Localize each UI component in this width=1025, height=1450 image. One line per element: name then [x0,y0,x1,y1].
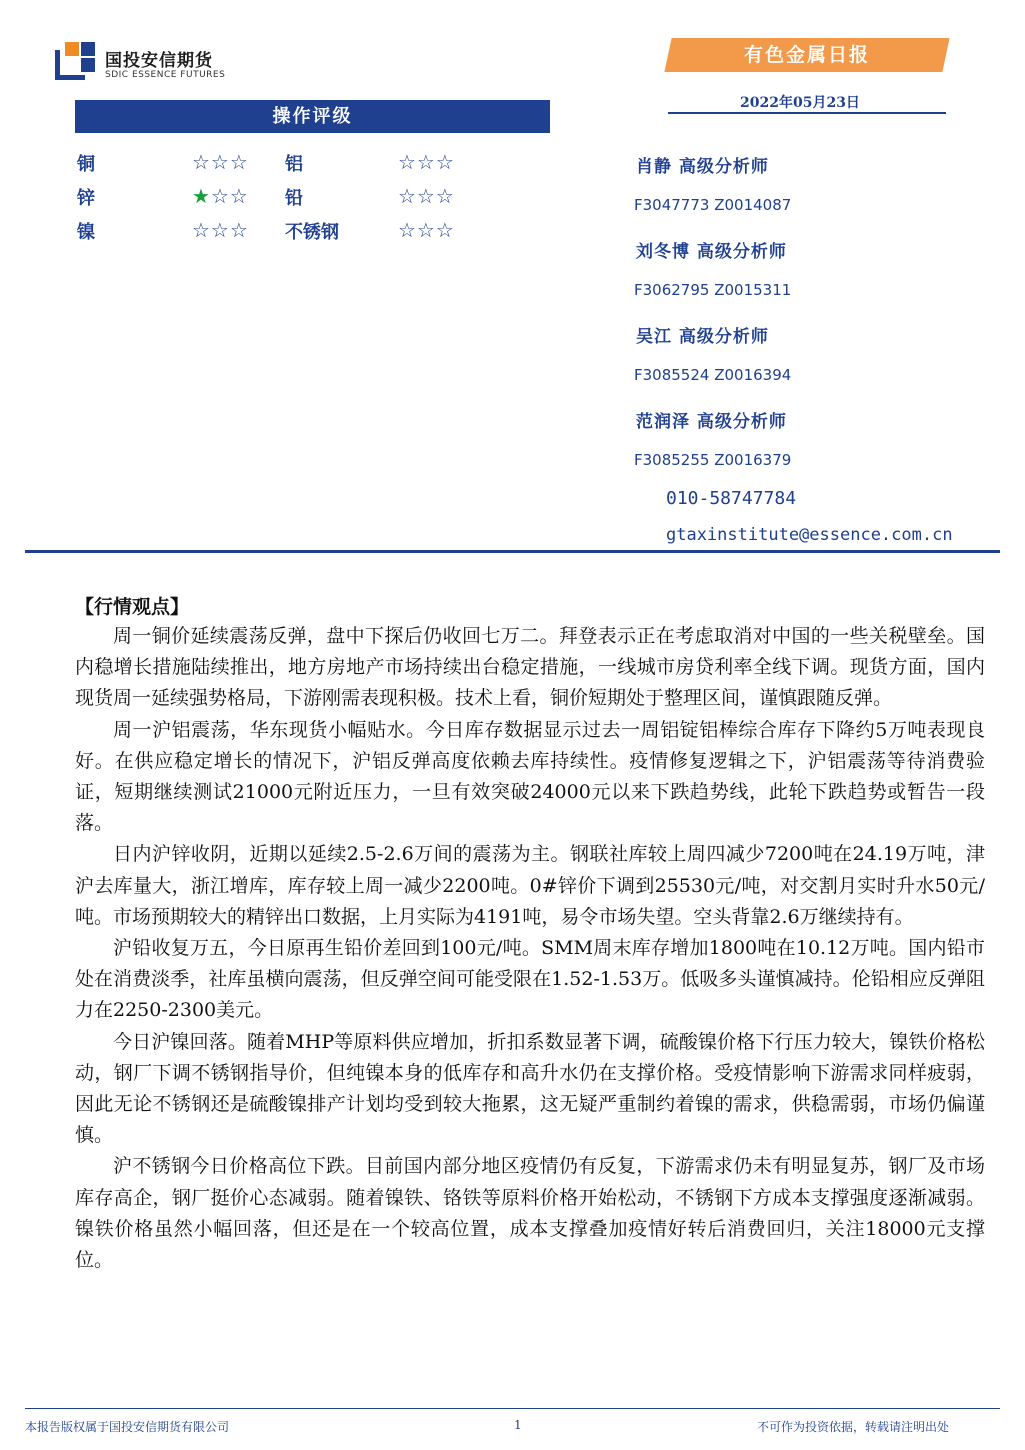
rating-metal-copper: 铜 [77,154,95,175]
rating-stars-lead: ☆☆☆ [398,184,455,208]
paragraph-lead: 沪铅收复万五，今日原再生铅价差回到100元/吨。SMM周末库存增加1800吨在10.12万吨。国内铅市处在消费淡季，社库虽横向震荡，但反弹空间可能受限在1.52-1.53万。低吸多头谨慎减持。伦铅相应反弹阻力在2250-2300美元。 [75,937,985,1022]
paragraph-nickel: 今日沪镍回落。随着MHP等原料供应增加，折扣系数显著下调，硫酸镍价格下行压力较大，镍铁价格松动，钢厂下调不锈钢指导价，但纯镍本身的低库存和高升水仍在支撑价格。受疫情影响下游需求同样疲弱，因此无论不锈钢还是硫酸镍排产计划均受到较大拖累，这无疑严重制约着镍的需求，供稳需弱，市场仍偏谨慎。 [75,1030,985,1147]
logo-mark-icon [55,42,95,82]
analyst-name: 范润泽 高级分析师 [636,412,787,432]
contact-phone: 010-58747784 [666,488,797,509]
analyst-license: F3085524 Z0016394 [634,366,792,384]
filled-star-icon: ★ [192,184,211,208]
rating-metal-stainless: 不锈钢 [285,222,339,243]
rating-stars-zinc [192,184,249,208]
analyst-license: F3085255 Z0016379 [634,451,792,469]
page-number: 1 [514,1418,522,1432]
logo-cn-text: 国投安信期货 [105,51,213,71]
contact-email[interactable]: gtaxinstitute@essence.com.cn [666,525,953,545]
rating-stars-nickel: ☆☆☆ [192,218,249,242]
paragraph-copper: 周一铜价延续震荡反弹，盘中下探后仍收回七万二。拜登表示正在考虑取消对中国的一些关税壁垒。国内稳增长措施陆续推出，地方房地产市场持续出台稳定措施，一线城市房贷利率全线下调。现货方面，国内现货周一延续强势格局，下游刚需表现积极。技术上看，铜价短期处于整理区间，谨慎跟随反弹。 [75,625,985,710]
paragraph-zinc: 日内沪锌收阴，近期以延续2.5-2.6万间的震荡为主。钢联社库较上周四减少7200吨在24.19万吨，津沪去库量大，浙江增库，库存较上周一减少2200吨。0#锌价下调到25530元/吨，对交割月实时升水50元/吨。市场预期较大的精锌出口数据，上月实际为4191吨，易令市场失望。空头背靠2.6万继续持有。 [75,843,985,928]
paragraph-aluminum: 周一沪铝震荡，华东现货小幅贴水。今日库存数据显示过去一周铝锭铝棒综合库存下降约5万吨表现良好。在供应稳定增长的情况下，沪铝反弹高度依赖去库持续性。疫情修复逻辑之下，沪铝震荡等待消费验证，短期继续测试21000元附近压力，一旦有效突破24000元以来下跌趋势线，此轮下跌趋势或暂告一段落。 [75,718,985,835]
empty-stars: ☆☆ [210,184,249,208]
rating-metal-lead: 铅 [285,188,303,209]
footer-disclaimer: 不可作为投资依据，转载请注明出处 [757,1420,950,1434]
section-title: 【行情观点】 [75,596,190,618]
rating-stars-stainless: ☆☆☆ [398,218,455,242]
market-commentary [75,621,985,1276]
analyst-name: 吴江 高级分析师 [636,327,769,347]
date-underline [668,112,946,114]
analyst-name: 肖静 高级分析师 [636,157,769,177]
rating-metal-aluminum: 铝 [285,154,303,175]
analyst-name: 刘冬博 高级分析师 [636,242,787,262]
header-divider [25,550,1000,553]
report-date: 2022年05月23日 [740,95,860,111]
rating-metal-zinc: 锌 [77,188,95,209]
rating-header: 操作评级 [75,100,550,133]
footer-divider [25,1408,1000,1409]
rating-metal-nickel: 镍 [77,222,95,243]
report-title: 有色金属日报 [743,44,870,66]
analyst-license: F3062795 Z0015311 [634,281,792,299]
company-logo [55,42,235,86]
rating-stars-copper: ☆☆☆ [192,150,249,174]
rating-stars-aluminum: ☆☆☆ [398,150,455,174]
logo-en-text: SDIC ESSENCE FUTURES [105,70,226,80]
paragraph-stainless: 沪不锈钢今日价格高位下跌。目前国内部分地区疫情仍有反复，下游需求仍未有明显复苏，钢厂及市场库存高企，钢厂挺价心态减弱。随着镍铁、铬铁等原料价格开始松动，不锈钢下方成本支撑强度逐渐减弱。镍铁价格虽然小幅回落，但还是在一个较高位置，成本支撑叠加疫情好转后消费回归，关注18000元支撑位。 [75,1155,985,1272]
analyst-license: F3047773 Z0014087 [634,196,792,214]
footer-copyright: 本报告版权属于国投安信期货有限公司 [25,1420,230,1434]
